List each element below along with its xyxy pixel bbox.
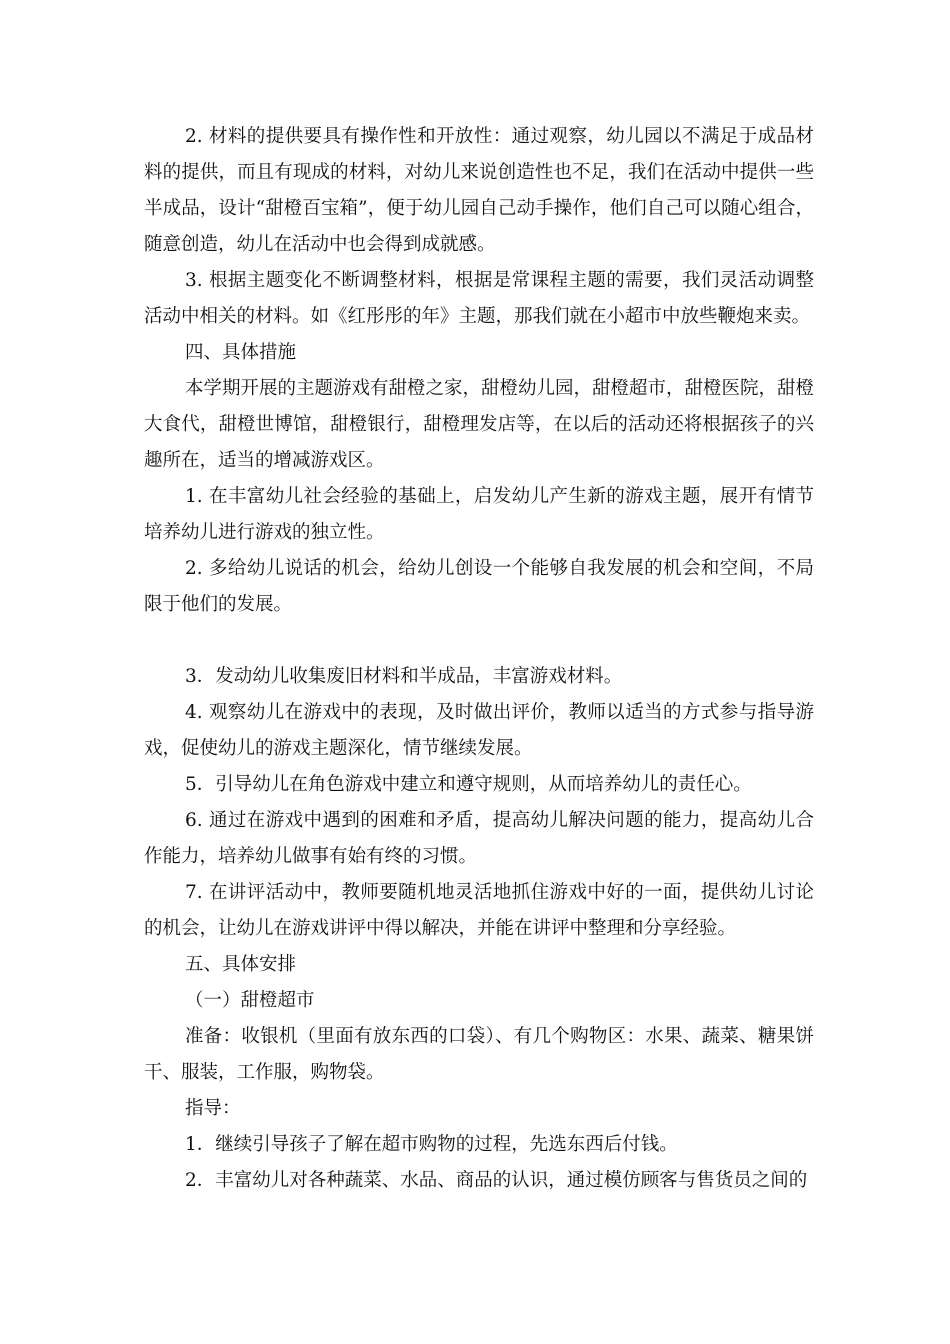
list-item-guidance-1: 1．继续引导孩子了解在超市购物的过程，先选东西后付钱。 <box>185 1134 678 1155</box>
section-heading-arrangement: 五、具体安排 <box>185 954 297 975</box>
list-item-measure-5: 5．引导幼儿在角色游戏中建立和遵守规则，从而培养幼儿的责任心。 <box>185 774 752 795</box>
paragraph-materials-adjust: 3. 根据主题变化不断调整材料，根据是常课程主题的需要，我们灵活动调整活动中相关的材料。如《红彤彤的年》主题，那我们就在小超市中放些鞭炮来卖。 <box>144 270 814 327</box>
paragraph-guidance-label: 指导： <box>185 1098 241 1119</box>
list-item-measure-1: 1. 在丰富幼儿社会经验的基础上，启发幼儿产生新的游戏主题，展开有情节培养幼儿进行游戏的独立性。 <box>144 486 814 543</box>
list-item-guidance-2: 2．丰富幼儿对各种蔬菜、水品、商品的认识，通过模仿顾客与售货员之间的 <box>185 1170 808 1191</box>
list-item-measure-3: 3．发动幼儿收集废旧材料和半成品，丰富游戏材料。 <box>185 666 623 687</box>
paragraph-materials-operability: 2. 材料的提供要具有操作性和开放性：通过观察，幼儿园以不满足于成品材料的提供，而且有现成的材料，对幼儿来说创造性也不足，我们在活动中提供一些半成品，设计“甜橙百宝箱”，便于幼儿园自己动手操作，他们自己可以随心组合，随意创造，幼儿在活动中也会得到成就感。 <box>144 126 814 255</box>
list-item-measure-7: 7. 在讲评活动中，教师要随机地灵活地抓住游戏中好的一面，提供幼儿讨论的机会，让幼儿在游戏讲评中得以解决，并能在讲评中整理和分享经验。 <box>144 882 814 939</box>
list-item-measure-4: 4. 观察幼儿在游戏中的表现，及时做出评价，教师以适当的方式参与指导游戏，促使幼儿的游戏主题深化，情节继续发展。 <box>144 702 814 759</box>
list-item-measure-6: 6. 通过在游戏中遇到的困难和矛盾，提高幼儿解决问题的能力，提高幼儿合作能力，培养幼儿做事有始有终的习惯。 <box>144 810 814 867</box>
section-heading-measures: 四、具体措施 <box>185 342 297 363</box>
paragraph-preparation: 准备：收银机（里面有放东西的口袋）、有几个购物区：水果、蔬菜、糖果饼干、服装，工作服，购物袋。 <box>144 1026 814 1083</box>
subsection-heading-supermarket: （一）甜橙超市 <box>185 990 315 1011</box>
list-item-measure-2: 2. 多给幼儿说话的机会，给幼儿创设一个能够自我发展的机会和空间，不局限于他们的发展。 <box>144 558 814 615</box>
paragraph-theme-games: 本学期开展的主题游戏有甜橙之家，甜橙幼儿园，甜橙超市，甜橙医院，甜橙大食代，甜橙世博馆，甜橙银行，甜橙理发店等，在以后的活动还将根据孩子的兴趣所在，适当的增减游戏区。 <box>144 378 815 471</box>
